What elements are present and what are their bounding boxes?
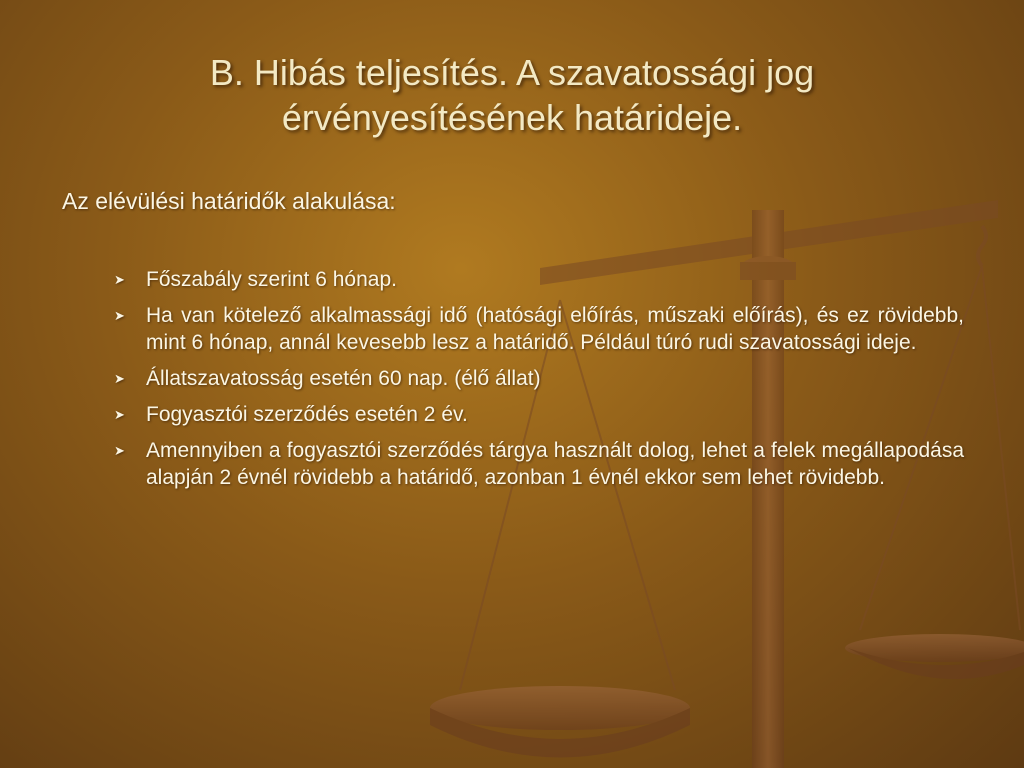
slide-subtitle: Az elévülési határidők alakulása: [62,188,396,214]
list-item [110,302,964,356]
bullet-text: Ha van kötelező alkalmassági idő (hatósági előírás, műszaki előírás), és ez rövidebb, mint 6 hónap, annál kevesebb lesz a határidő. Például túró rudi szavatossági ideje. [146,304,964,354]
bullet-list [110,266,964,500]
bullet-text: Állatszavatosság esetén 60 nap. (élő állat) [146,367,541,390]
slide-title [60,50,964,140]
arrow-bullet-icon: ➤ [114,443,125,458]
bullet-text: Amennyiben a fogyasztói szerződés tárgya használt dolog, lehet a felek megállapodása alapján 2 évnél rövidebb a határidő, azonban 1 évnél ekkor sem lehet rövidebb. [146,439,964,489]
list-item [110,266,964,293]
slide-title-line-2: érvényesítésének határideje. [281,97,743,138]
arrow-bullet-icon: ➤ [114,407,125,422]
arrow-bullet-icon: ➤ [114,308,125,323]
bullet-text: Fogyasztói szerződés esetén 2 év. [146,403,468,426]
arrow-bullet-icon: ➤ [114,272,125,287]
slide-title-line-1: B. Hibás teljesítés. A szavatossági jog [209,52,815,93]
list-item [110,437,964,491]
list-item [110,365,964,392]
bullet-text: Főszabály szerint 6 hónap. [146,268,397,291]
list-item [110,401,964,428]
arrow-bullet-icon: ➤ [114,371,125,386]
